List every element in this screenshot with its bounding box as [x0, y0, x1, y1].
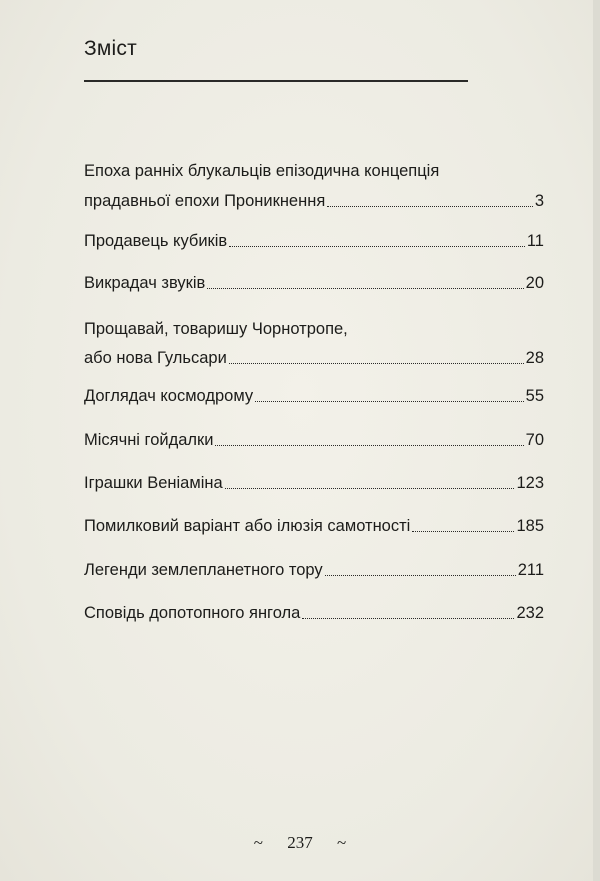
toc-entry-line	[84, 383, 544, 409]
dot-leader	[412, 531, 514, 532]
dot-leader	[325, 575, 516, 576]
toc-entry-title: Помилковий варіант або ілюзія самотності	[84, 517, 411, 535]
toc-entry[interactable]	[84, 316, 544, 371]
dot-leader	[229, 246, 525, 247]
toc-entry-line	[84, 557, 544, 583]
toc-page-number: 11	[526, 232, 544, 250]
toc-entry[interactable]	[84, 383, 544, 409]
toc-entry[interactable]	[84, 270, 544, 296]
toc-page-number: 123	[516, 474, 544, 492]
toc-page-number: 20	[525, 274, 544, 292]
dot-leader	[207, 288, 523, 289]
toc-entry-line	[84, 188, 544, 214]
toc-entry-title: Місячні гойдалки	[84, 431, 214, 449]
toc-entry-title: Легенди землепланетного тору	[84, 561, 323, 579]
dot-leader	[255, 401, 524, 402]
toc-entry-title: Сповідь допотопного янгола	[84, 604, 301, 622]
toc-entry-title: або нова Гульсари	[84, 349, 227, 367]
tilde-ornament-left: ~	[253, 833, 263, 852]
toc-entry[interactable]	[84, 513, 544, 539]
toc-entry-title: Доглядач космодрому	[84, 387, 254, 405]
toc-page-number: 55	[525, 387, 544, 405]
toc-entry[interactable]	[84, 427, 544, 453]
dot-leader	[215, 445, 523, 446]
page-title: Зміст	[84, 37, 137, 60]
page-footer	[0, 833, 600, 853]
toc-entry-line	[84, 158, 544, 184]
toc-entry-line	[84, 316, 544, 342]
dot-leader	[327, 206, 533, 207]
toc-page-number: 28	[525, 349, 544, 367]
toc-entry-line	[84, 427, 544, 453]
toc-page-number: 3	[534, 192, 544, 210]
header-divider	[84, 80, 468, 82]
toc-entry-line	[84, 270, 544, 296]
toc-entry[interactable]	[84, 600, 544, 626]
toc-page-number: 211	[517, 561, 544, 579]
toc-entry-line	[84, 228, 544, 254]
toc-entry[interactable]	[84, 557, 544, 583]
toc-entry-line	[84, 600, 544, 626]
toc-entry-title: Продавець кубиків	[84, 232, 228, 250]
tilde-ornament-right: ~	[337, 833, 347, 852]
page-number: 237	[287, 833, 313, 852]
dot-leader	[229, 363, 524, 364]
toc-entry[interactable]	[84, 228, 544, 254]
toc-page-number: 232	[516, 604, 544, 622]
page-edge	[593, 0, 600, 881]
toc-entry-title: Прощавай, товаришу Чорнотропе,	[84, 320, 348, 338]
dot-leader	[225, 488, 515, 489]
toc-entry-line	[84, 345, 544, 371]
toc-entry[interactable]	[84, 470, 544, 496]
toc-entry[interactable]	[84, 158, 544, 214]
toc-entry-title: прадавньої епохи Проникнення	[84, 192, 326, 210]
toc-entry-title: Епоха ранніх блукальців епізодична концепція	[84, 162, 440, 180]
toc-entry-line	[84, 513, 544, 539]
dot-leader	[302, 618, 514, 619]
toc-entry-title: Викрадач звуків	[84, 274, 206, 292]
toc-page-number: 70	[525, 431, 544, 449]
toc-entry-title: Іграшки Веніаміна	[84, 474, 223, 492]
toc-entry-line	[84, 470, 544, 496]
toc-page-number: 185	[516, 517, 544, 535]
